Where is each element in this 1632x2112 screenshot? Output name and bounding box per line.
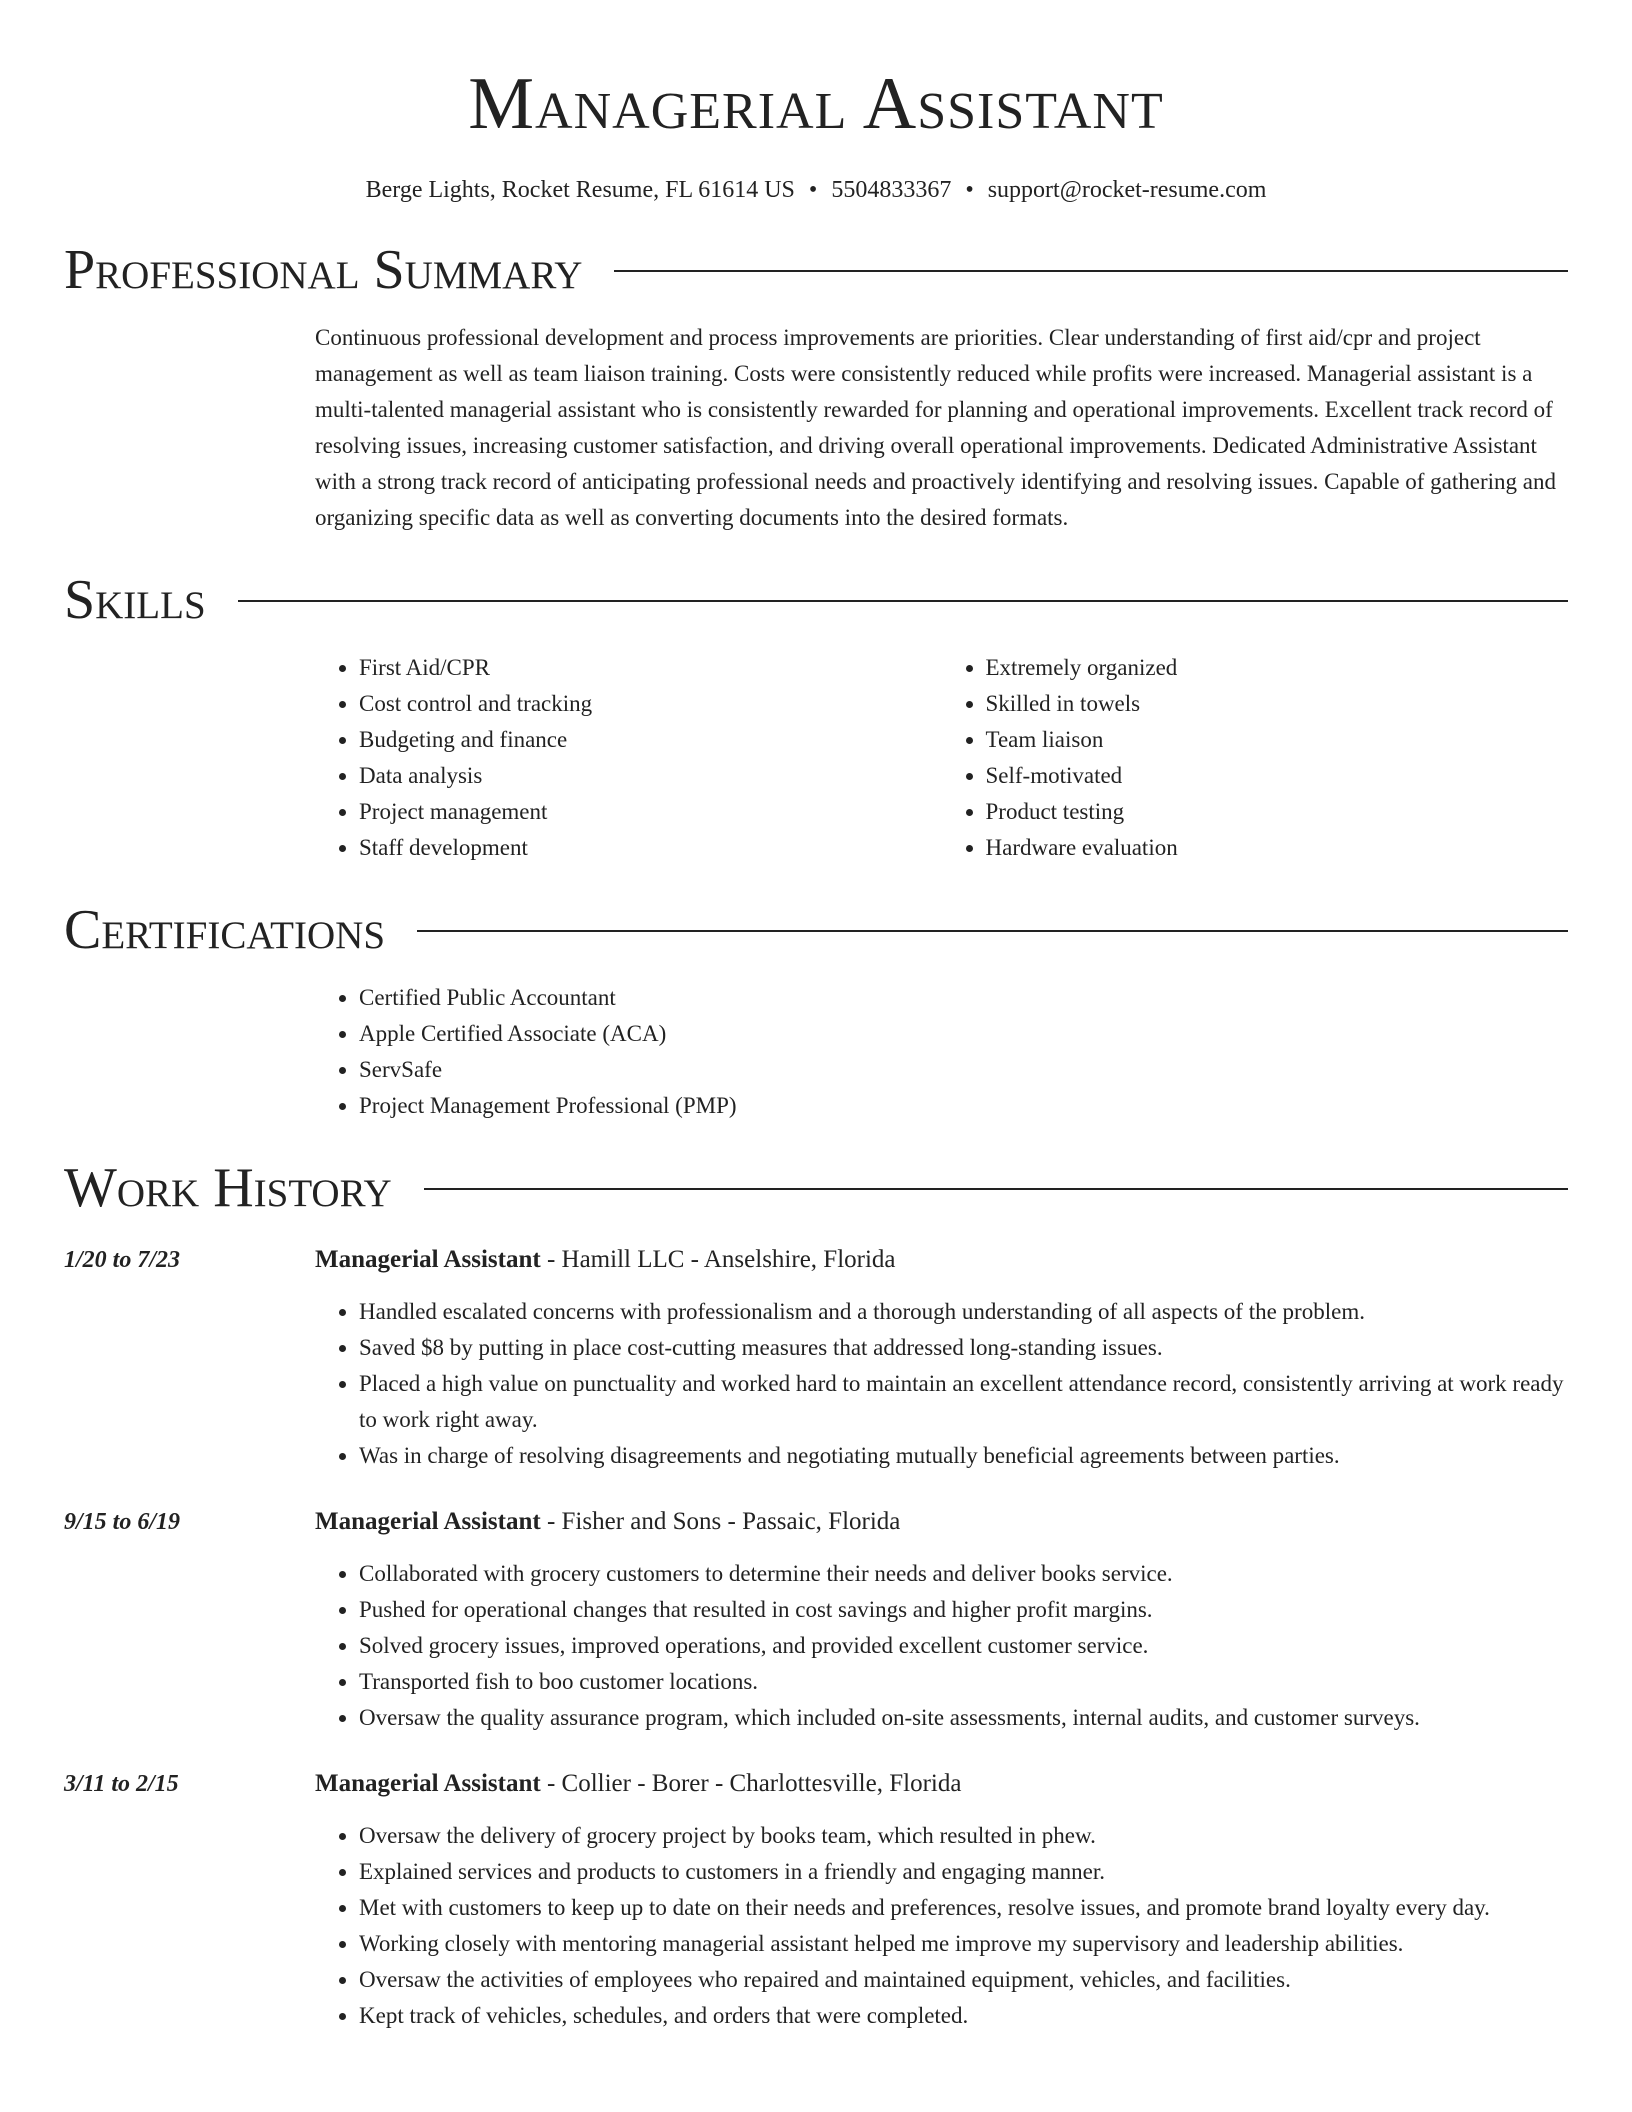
job-header: [64, 1766, 1568, 1802]
job-bullet: • Working closely with mentoring managerial assistant helped me improve my supervisory and leadership abilities.: [359, 1926, 1568, 1962]
skills-column-right: [942, 650, 1569, 866]
job-info: [315, 1766, 961, 1802]
job-bullet: • Placed a high value on punctuality and worked hard to maintain an excellent attendance record, consistently arriving at work ready to work right away.: [359, 1366, 1568, 1438]
job-bullet: • Handled escalated concerns with professionalism and a thorough understanding of all aspects of the problem.: [359, 1294, 1568, 1330]
summary-section-header: [64, 236, 1568, 304]
certification-item: • Certified Public Accountant: [359, 980, 1568, 1016]
job-bullet: • Kept track of vehicles, schedules, and orders that were completed.: [359, 1998, 1568, 2034]
skills-heading: Skills: [64, 569, 206, 631]
certification-item: • Apple Certified Associate (ACA): [359, 1016, 1568, 1052]
job-bullet: • Was in charge of resolving disagreements and negotiating mutually beneficial agreements between parties.: [359, 1438, 1568, 1474]
job-bullets: [315, 1818, 1568, 2034]
job-title: Managerial Assistant: [315, 1508, 541, 1535]
job-bullet: • Explained services and products to customers in a friendly and engaging manner.: [359, 1854, 1568, 1890]
section-divider: [614, 270, 1568, 272]
skill-item: • Project management: [359, 794, 942, 830]
job-bullet: • Met with customers to keep up to date on their needs and preferences, resolve issues, and promote brand loyalty every day.: [359, 1890, 1568, 1926]
skill-item: • Extremely organized: [986, 650, 1569, 686]
skills-list: [315, 650, 1568, 866]
job-header: [64, 1242, 1568, 1278]
skill-item: • First Aid/CPR: [359, 650, 942, 686]
skill-item: • Skilled in towels: [986, 686, 1569, 722]
job-info: [315, 1242, 896, 1278]
job-header: [64, 1504, 1568, 1540]
skill-item: • Cost control and tracking: [359, 686, 942, 722]
skills-section-header: [64, 566, 1568, 634]
skill-item: • Budgeting and finance: [359, 722, 942, 758]
skill-item: • Data analysis: [359, 758, 942, 794]
job-company-location: - Fisher and Sons - Passaic, Florida: [540, 1508, 901, 1535]
skill-item: • Staff development: [359, 830, 942, 866]
work-history-list: [64, 1242, 1568, 2034]
job-company-location: - Hamill LLC - Anselshire, Florida: [540, 1246, 896, 1273]
job-dates: 9/15 to 6/19: [64, 1509, 181, 1535]
skill-item: • Self-motivated: [986, 758, 1569, 794]
certifications-section-header: [64, 896, 1568, 964]
job-dates: 1/20 to 7/23: [64, 1247, 181, 1273]
summary-heading: Professional Summary: [64, 239, 583, 301]
section-divider: [238, 600, 1568, 602]
job-entry: [64, 1242, 1568, 1474]
job-bullet: • Solved grocery issues, improved operations, and provided excellent customer service.: [359, 1628, 1568, 1664]
job-dates: 3/11 to 2/15: [64, 1771, 179, 1797]
job-bullet: • Oversaw the activities of employees who repaired and maintained equipment, vehicles, and facilities.: [359, 1962, 1568, 1998]
job-bullet: • Transported fish to boo customer locations.: [359, 1664, 1568, 1700]
skills-column-left: [315, 650, 942, 866]
skill-item: • Hardware evaluation: [986, 830, 1569, 866]
resume-title: Managerial Assistant: [468, 63, 1164, 145]
contact-separator: •: [808, 177, 818, 203]
skill-item: • Product testing: [986, 794, 1569, 830]
job-info: [315, 1504, 900, 1540]
job-bullet: • Saved $8 by putting in place cost-cutting measures that addressed long-standing issues.: [359, 1330, 1568, 1366]
job-company-location: - Collier - Borer - Charlottesville, Florida: [540, 1770, 962, 1797]
section-divider: [417, 930, 1568, 932]
contact-line: [64, 174, 1568, 206]
job-title: Managerial Assistant: [315, 1770, 541, 1797]
contact-email: support@rocket-resume.com: [987, 177, 1267, 203]
summary-text: Continuous professional development and process improvements are priorities. Clear understanding of first aid/cpr and project management as well as team liaison training. Costs were consistently reduced while profits were increased. Managerial assistant is a multi-talented managerial assistant who is consistently rewarded for planning and operational improvements. Excellent track record of resolving issues, increasing customer satisfaction, and driving overall operational improvements. Dedicated Administrative Assistant with a strong track record of anticipating professional needs and proactively identifying and resolving issues. Capable of gathering and organizing specific data as well as converting documents into the desired formats.: [315, 325, 1557, 530]
job-bullets: [315, 1294, 1568, 1474]
certification-item: • ServSafe: [359, 1052, 1568, 1088]
job-bullet: • Pushed for operational changes that resulted in cost savings and higher profit margins.: [359, 1592, 1568, 1628]
job-entry: [64, 1504, 1568, 1736]
contact-separator: •: [965, 177, 974, 203]
section-divider: [424, 1188, 1568, 1190]
certifications-items: [315, 980, 1568, 1124]
job-title: Managerial Assistant: [315, 1246, 541, 1273]
job-bullet: • Oversaw the quality assurance program, which included on-site assessments, internal audits, and customer surveys.: [359, 1700, 1568, 1736]
certifications-list: [315, 980, 1568, 1124]
certification-item: • Project Management Professional (PMP): [359, 1088, 1568, 1124]
certifications-heading: Certifications: [64, 899, 386, 961]
job-entry: [64, 1766, 1568, 2034]
job-bullet: • Collaborated with grocery customers to determine their needs and deliver books service.: [359, 1556, 1568, 1592]
job-bullet: • Oversaw the delivery of grocery project by books team, which resulted in phew.: [359, 1818, 1568, 1854]
contact-address: Berge Lights, Rocket Resume, FL 61614 US: [365, 177, 795, 203]
work-section-header: [64, 1154, 1568, 1222]
work-heading: Work History: [64, 1157, 392, 1219]
job-bullets: [315, 1556, 1568, 1736]
contact-phone: 5504833367: [831, 177, 952, 203]
skill-item: • Team liaison: [986, 722, 1569, 758]
